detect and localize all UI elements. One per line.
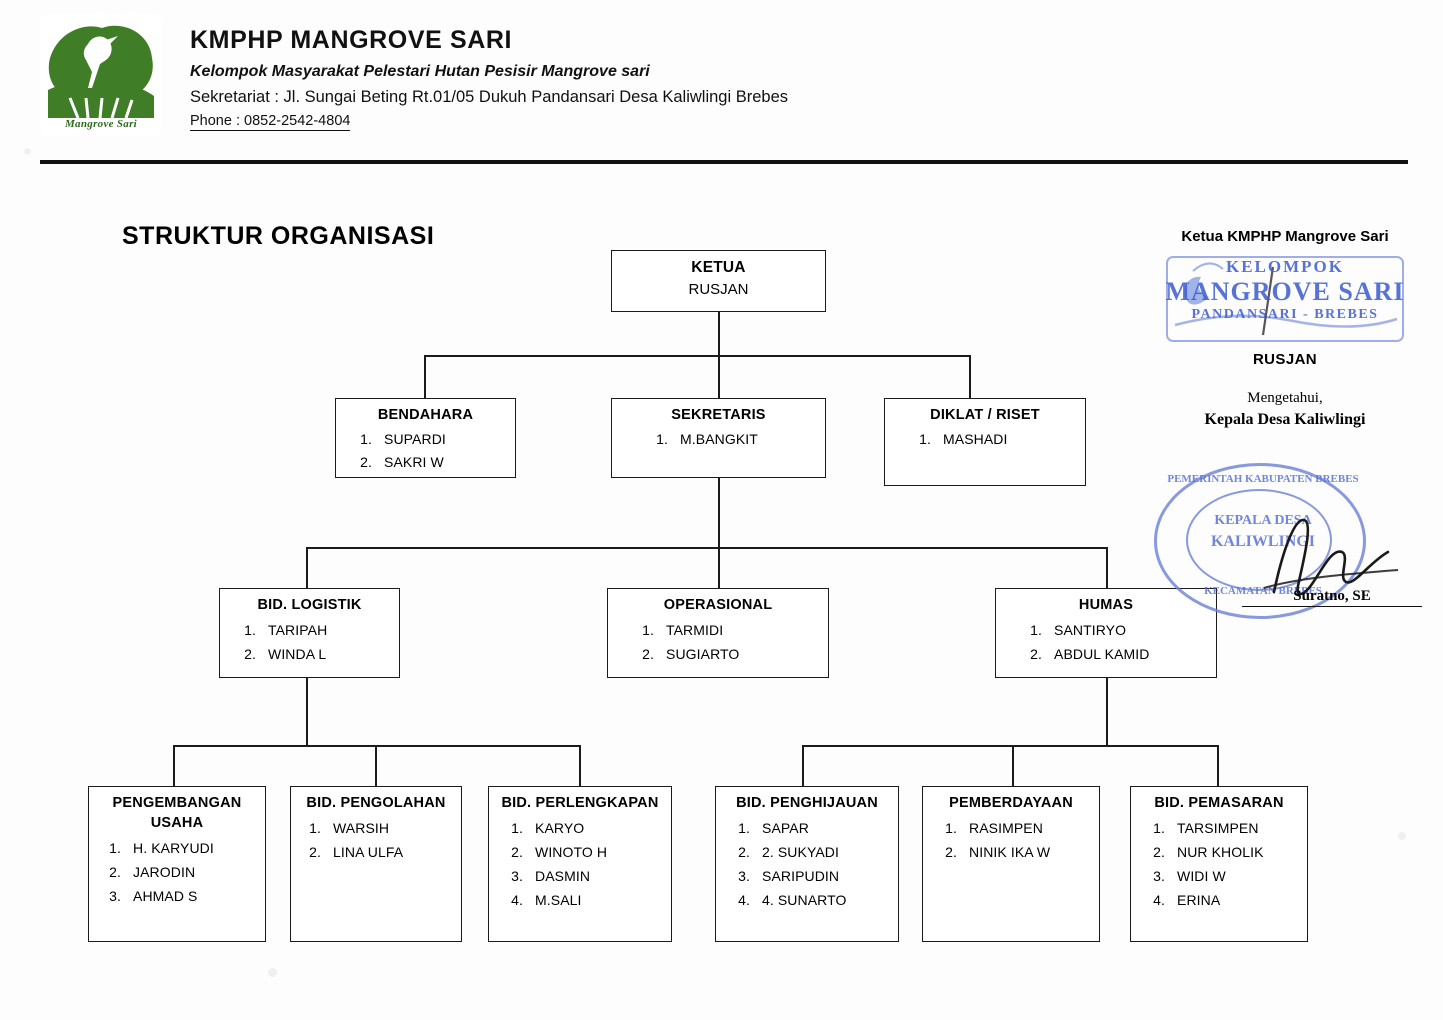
- node-member-list: [297, 816, 455, 864]
- node-member-list: [95, 836, 259, 908]
- org-node-pemberdayaan[interactable]: [922, 786, 1100, 942]
- node-member: 1. TARIPAH: [260, 618, 393, 642]
- org-node-pengembangan-usaha[interactable]: [88, 786, 266, 942]
- stamp2-line-4: KECAMATAN BREBES: [1204, 585, 1322, 597]
- node-title: BID. PENGOLAHAN: [306, 795, 446, 811]
- org-node-bid-pemasaran[interactable]: [1130, 786, 1308, 942]
- stamp2-line-1: PEMERINTAH KABUPATEN BREBES: [1167, 473, 1359, 485]
- connector-level2-bus: [306, 547, 1107, 549]
- node-member: 1. SUPARDI: [376, 428, 509, 450]
- node-title: BID. PEMASARAN: [1154, 795, 1284, 811]
- node-title: SEKRETARIS: [671, 407, 766, 423]
- organization-logo: [40, 14, 162, 136]
- node-member: 1. TARSIMPEN: [1169, 816, 1301, 840]
- org-node-bid-pengolahan[interactable]: [290, 786, 462, 942]
- connector-diklat-down: [969, 355, 971, 398]
- connector-penghijauan-down: [802, 745, 804, 786]
- node-member: 4. M.SALI: [527, 888, 665, 912]
- node-title: BENDAHARA: [377, 407, 474, 423]
- organization-subtitle: Kelompok Masyarakat Pelestari Hutan Pesisir Mangrove sari: [190, 63, 650, 80]
- connector-level1-bus: [424, 355, 970, 357]
- connector-sekretaris-down2: [718, 478, 720, 548]
- connector-pemberdayaan-down: [1012, 745, 1014, 786]
- node-title: PENGEMBANGAN: [112, 795, 242, 811]
- page-title: STRUKTUR ORGANISASI: [122, 222, 435, 250]
- org-node-operasional[interactable]: [607, 588, 829, 678]
- node-member: 2. 2. SUKYADI: [754, 840, 892, 864]
- connector-humas-down: [1106, 547, 1108, 588]
- org-node-ketua[interactable]: [611, 250, 826, 312]
- org-node-bid-perlengkapan[interactable]: [488, 786, 672, 942]
- node-member: 1. M.BANGKIT: [672, 428, 819, 450]
- node-member: 2. WINOTO H: [527, 840, 665, 864]
- node-member: 1. H. KARYUDI: [125, 836, 259, 860]
- org-node-bid-penghijauan[interactable]: [715, 786, 899, 942]
- node-member: 2. WINDA L: [260, 642, 393, 666]
- connector-sekretaris-down: [718, 355, 720, 398]
- node-member: 2. ABDUL KAMID: [1046, 642, 1210, 666]
- node-member: 2. JARODIN: [125, 860, 259, 884]
- organization-name: KMPHP MANGROVE SARI: [190, 26, 513, 54]
- logo-caption: Mangrove Sari: [64, 118, 138, 130]
- village-head-label: Kepala Desa Kaliwlingi: [1204, 411, 1366, 428]
- node-member: 1. MASHADI: [935, 428, 1079, 450]
- knowing-label: Mengetahui,: [1247, 390, 1323, 406]
- chair-name: RUSJAN: [1252, 351, 1318, 368]
- connector-pengembangan-down: [173, 745, 175, 786]
- node-title: BID. LOGISTIK: [257, 597, 362, 613]
- node-member: 2. NINIK IKA W: [961, 840, 1093, 864]
- organization-address: Sekretariat : Jl. Sungai Beting Rt.01/05 Dukuh Pandansari Desa Kaliwlingi Brebes: [190, 88, 788, 106]
- node-member: 2. LINA ULFA: [325, 840, 455, 864]
- node-member: 4. ERINA: [1169, 888, 1301, 912]
- node-member: 3. WIDI W: [1169, 864, 1301, 888]
- letterhead-text-block: [190, 26, 1290, 131]
- node-member-list: [891, 428, 1079, 450]
- node-title: HUMAS: [1078, 597, 1134, 613]
- node-member: 1. KARYO: [527, 816, 665, 840]
- node-member: 1. SANTIRYO: [1046, 618, 1210, 642]
- chair-signature-label: Ketua KMPHP Mangrove Sari: [1181, 228, 1389, 245]
- node-title: BID. PERLENGKAPAN: [501, 795, 659, 811]
- node-member: RUSJAN: [688, 281, 749, 299]
- stamp-line-3: PANDANSARI - BREBES: [1191, 307, 1379, 322]
- node-member-list: [618, 428, 819, 450]
- connector-logistik-down: [306, 547, 308, 588]
- connector-level3-right-bus: [802, 745, 1217, 747]
- stamp-line-2: MANGROVE SARI: [1165, 277, 1405, 306]
- node-title: BID. PENGHIJAUAN: [736, 795, 878, 811]
- node-member-list: [495, 816, 665, 912]
- node-member: 1. RASIMPEN: [961, 816, 1093, 840]
- node-member-list: [614, 618, 822, 666]
- node-title: OPERASIONAL: [663, 597, 773, 613]
- node-member-list: [342, 428, 509, 473]
- connector-perlengkapan-down: [579, 745, 581, 786]
- node-member: 1. SAPAR: [754, 816, 892, 840]
- village-head-name: Suratno, SE: [1242, 588, 1422, 607]
- org-node-sekretaris[interactable]: [611, 398, 826, 478]
- node-title-line2: USAHA: [150, 815, 204, 832]
- org-node-diklat-riset[interactable]: [884, 398, 1086, 486]
- organization-stamp: [1153, 251, 1417, 349]
- connector-logistik-down2: [306, 678, 308, 746]
- stamp2-line-2: KEPALA DESA: [1214, 513, 1312, 528]
- node-member-list: [226, 618, 393, 666]
- node-member-list: [929, 816, 1093, 864]
- node-member: 3. AHMAD S: [125, 884, 259, 908]
- node-title: KETUA: [691, 259, 746, 276]
- letterhead: [0, 0, 1443, 165]
- organization-phone: Phone : 0852-2542-4804: [190, 113, 351, 129]
- node-title: PEMBERDAYAAN: [949, 795, 1073, 811]
- node-member: 2. SAKRI W: [376, 451, 509, 473]
- node-member-list: [1137, 816, 1301, 912]
- connector-bendahara-down: [424, 355, 426, 398]
- connector-pemasaran-down: [1217, 745, 1219, 786]
- scan-artifact: [24, 148, 31, 155]
- node-member: 4. 4. SUNARTO: [754, 888, 892, 912]
- connector-ketua-down: [718, 312, 720, 356]
- connector-operasional-down: [718, 547, 720, 588]
- org-node-bendahara[interactable]: [335, 398, 516, 478]
- node-member-list: [722, 816, 892, 912]
- node-member: 3. DASMIN: [527, 864, 665, 888]
- scan-artifact: [268, 968, 277, 977]
- node-member: 3. SARIPUDIN: [754, 864, 892, 888]
- stamp-line-1: KELOMPOK: [1226, 257, 1344, 276]
- org-node-bid-logistik[interactable]: [219, 588, 400, 678]
- node-member: 2. SUGIARTO: [658, 642, 822, 666]
- letterhead-divider: [40, 160, 1408, 164]
- stamp2-line-3: KALIWLINGI: [1210, 533, 1316, 550]
- connector-humas-down2: [1106, 678, 1108, 746]
- node-member: 1. WARSIH: [325, 816, 455, 840]
- signature-block-chair: [1135, 228, 1435, 429]
- node-title: DIKLAT / RISET: [930, 407, 1040, 423]
- connector-pengolahan-down: [375, 745, 377, 786]
- node-member: 2. NUR KHOLIK: [1169, 840, 1301, 864]
- node-member: 1. TARMIDI: [658, 618, 822, 642]
- scan-artifact: [1398, 832, 1406, 840]
